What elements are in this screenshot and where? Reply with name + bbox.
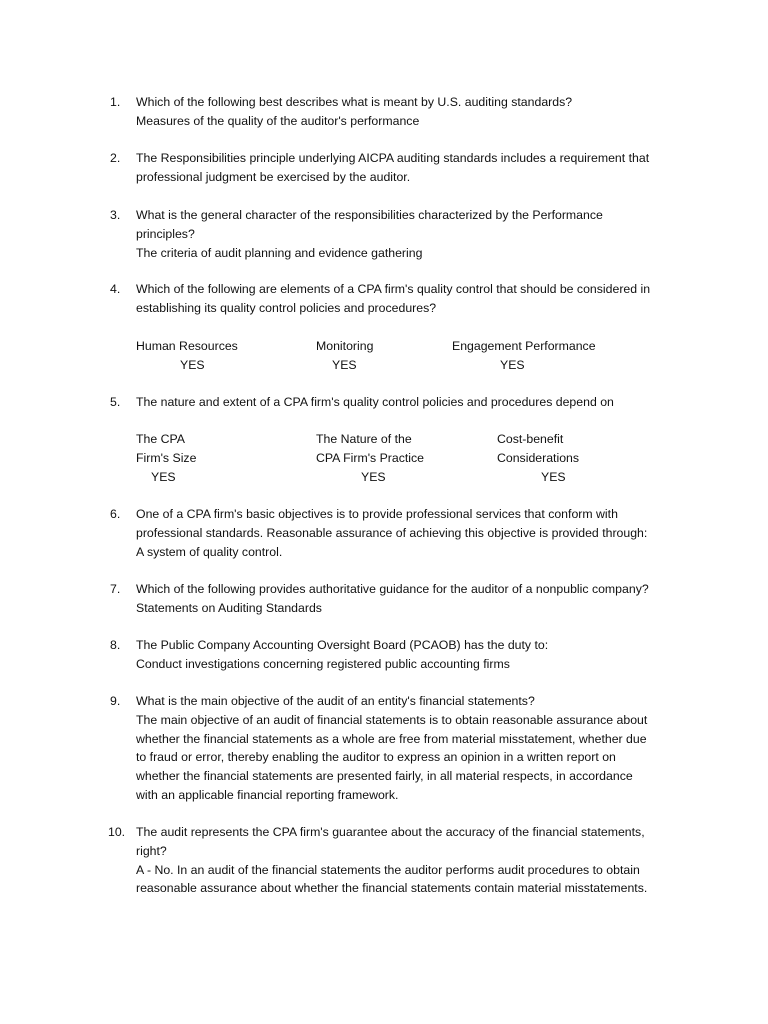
question-text: What is the general character of the responsibilities characterized by the Performance <box>136 208 603 222</box>
table-cell: YES <box>332 358 357 372</box>
table-cell: YES <box>180 358 205 372</box>
answer-text: Measures of the quality of the auditor's performance <box>136 113 420 128</box>
question-text: Which of the following are elements of a CPA firm's quality control that should be considered in <box>136 282 651 296</box>
question-number: 4. <box>110 282 121 296</box>
table-cell: YES <box>151 470 176 484</box>
answer-text: Conduct investigations concerning registered public accounting firms <box>136 656 510 671</box>
question-number: 2. <box>110 151 121 165</box>
question-text: professional judgment be exercised by the auditor. <box>136 169 411 184</box>
table-cell: YES <box>500 358 525 372</box>
question-text: principles? <box>136 226 195 241</box>
table-header: Monitoring <box>316 339 374 353</box>
table-header: Human Resources <box>136 339 238 353</box>
answer-text: reasonable assurance about whether the financial statements contain material misstatements. <box>136 881 648 896</box>
question-text: professional standards. Reasonable assurance of achieving this objective is provided through: <box>136 525 648 540</box>
table-header: Engagement Performance <box>452 339 596 353</box>
table-header: CPA Firm's Practice <box>316 451 425 465</box>
question-text: The Responsibilities principle underlying AICPA auditing standards includes a requirement that <box>136 151 650 165</box>
answer-text: The criteria of audit planning and evidence gathering <box>136 245 423 260</box>
table-cell: YES <box>541 470 566 484</box>
question-number: 6. <box>110 507 121 521</box>
question-number: 5. <box>110 395 121 409</box>
answer-text: The main objective of an audit of financial statements is to obtain reasonable assurance about <box>136 712 648 727</box>
question-number: 3. <box>110 208 121 222</box>
answer-text: whether the financial statements are presented fairly, in all material respects, in accordance <box>136 769 633 784</box>
question-text: The nature and extent of a CPA firm's quality control policies and procedures depend on <box>136 395 614 409</box>
question-number: 10. <box>108 825 126 839</box>
question-text: right? <box>136 843 167 858</box>
question-number: 8. <box>110 638 121 652</box>
question-text: The Public Company Accounting Oversight Board (PCAOB) has the duty to: <box>136 638 549 652</box>
question-text: What is the main objective of the audit of an entity's financial statements? <box>136 694 535 708</box>
table-header: The Nature of the <box>316 432 412 446</box>
question-text: One of a CPA firm's basic objectives is to provide professional services that conform with <box>136 507 618 521</box>
table-header: Firm's Size <box>136 451 197 465</box>
answer-text: whether the financial statements as a whole are free from material misstatement, whether due <box>136 731 647 746</box>
question-number: 9. <box>110 694 121 708</box>
answer-text: to fraud or error, thereby enabling the auditor to express an opinion in a written report on <box>136 750 616 765</box>
table-cell: YES <box>361 470 386 484</box>
question-number: 1. <box>110 95 121 109</box>
table-header: The CPA <box>136 432 185 446</box>
table-header: Considerations <box>497 451 580 465</box>
question-text: Which of the following provides authoritative guidance for the auditor of a nonpublic company? <box>136 582 649 596</box>
question-number: 7. <box>110 582 121 596</box>
table-header: Cost-benefit <box>497 432 564 446</box>
question-text: establishing its quality control policies and procedures? <box>136 300 437 315</box>
answer-text: with an applicable financial reporting framework. <box>136 787 399 802</box>
answer-text: A system of quality control. <box>136 544 283 559</box>
answer-text: Statements on Auditing Standards <box>136 600 322 615</box>
answer-text: A - No. In an audit of the financial statements the auditor performs audit procedures to obtain <box>136 862 640 877</box>
question-text: Which of the following best describes what is meant by U.S. auditing standards? <box>136 95 573 109</box>
question-text: The audit represents the CPA firm's guarantee about the accuracy of the financial statements, <box>136 825 645 839</box>
